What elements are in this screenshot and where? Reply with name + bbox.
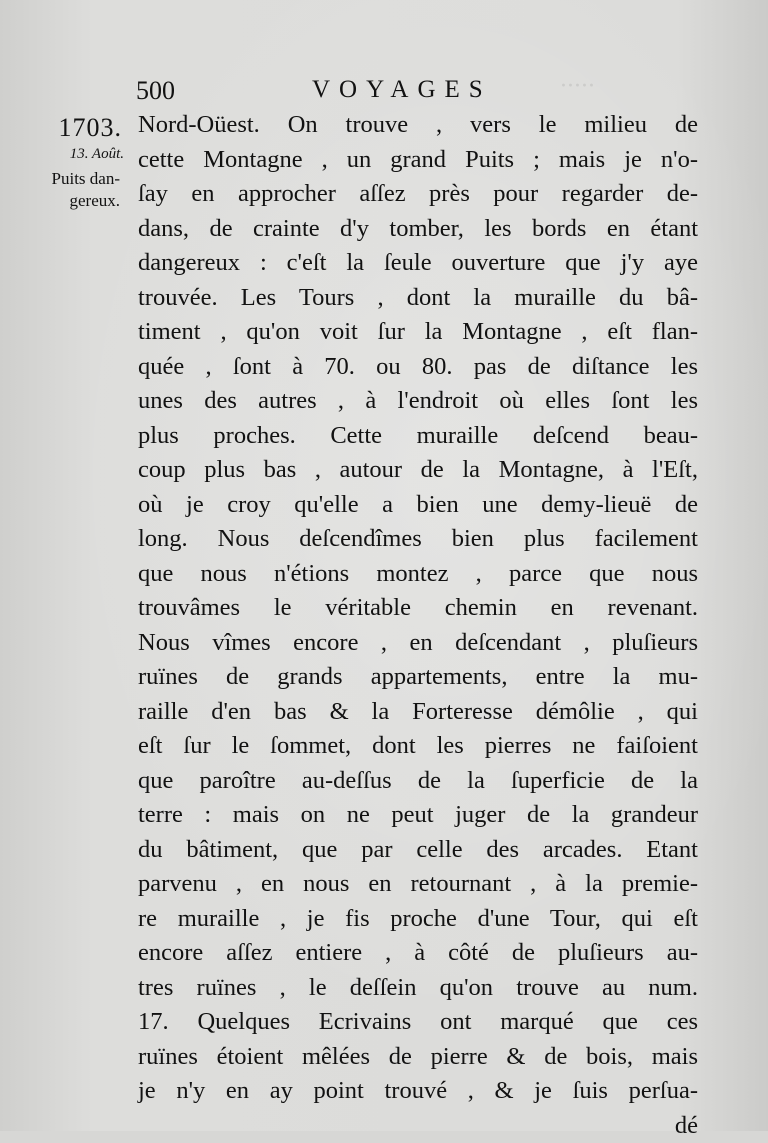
text-line: je n'y en ay point trouvé , & je ſuis perſua- (138, 1074, 698, 1109)
margin-date: 13. Août. (18, 144, 130, 164)
text-line: coup plus bas , autour de la Montagne, à l'Eſt, (138, 453, 698, 488)
text-line: que paroître au-deſſus de la ſuperficie de la (138, 764, 698, 799)
text-line: trouvée. Les Tours , dont la muraille du bâ- (138, 281, 698, 316)
text-line: trouvâmes le véritable chemin en revenant. (138, 591, 698, 626)
margin-note: Puits dan- gereux. (18, 168, 130, 212)
text-line: ruïnes étoient mêlées de pierre & de bois, mais (138, 1040, 698, 1075)
page-number: 500 (136, 76, 175, 106)
margin-year: 1703. (18, 112, 130, 144)
text-line: tres ruïnes , le deſſein qu'on trouve au num. (138, 971, 698, 1006)
text-line: 17. Quelques Ecrivains ont marqué que ces (138, 1005, 698, 1040)
text-line: parvenu , en nous en retournant , à la premie- (138, 867, 698, 902)
show-through-text: ····· (560, 72, 595, 102)
text-line: que nous n'étions montez , parce que nous (138, 557, 698, 592)
text-line: cette Montagne , un grand Puits ; mais je n'o- (138, 143, 698, 178)
text-line: re muraille , je fis proche d'une Tour, qui eſt (138, 902, 698, 937)
text-line: ruïnes de grands appartements, entre la mu- (138, 660, 698, 695)
text-line: unes des autres , à l'endroit où elles ſont les (138, 384, 698, 419)
text-line: Nous vîmes encore , en deſcendant , pluſieurs (138, 626, 698, 661)
text-line: Nord-Oüest. On trouve , vers le milieu de (138, 108, 698, 143)
text-line: ſay en approcher aſſez près pour regarder de- (138, 177, 698, 212)
body-text (138, 108, 698, 1143)
margin-notes (18, 112, 130, 212)
text-line: eſt ſur le ſommet, dont les pierres ne faiſoient (138, 729, 698, 764)
text-line: dans, de crainte d'y tomber, les bords en étant (138, 212, 698, 247)
text-line: raille d'en bas & la Forteresse démôlie , qui (138, 695, 698, 730)
text-line: long. Nous deſcendîmes bien plus facilement (138, 522, 698, 557)
text-line: terre : mais on ne peut juger de la grandeur (138, 798, 698, 833)
text-line: plus proches. Cette muraille deſcend beau- (138, 419, 698, 454)
text-line: quée , ſont à 70. ou 80. pas de diſtance les (138, 350, 698, 385)
page-header (136, 76, 696, 110)
running-title: VOYAGES (312, 76, 492, 104)
text-line: où je croy qu'elle a bien une demy-lieuë de (138, 488, 698, 523)
text-line: dangereux : c'eſt la ſeule ouverture que j'y aye (138, 246, 698, 281)
text-line: encore aſſez entiere , à côté de pluſieurs au- (138, 936, 698, 971)
text-line: du bâtiment, que par celle des arcades. Etant (138, 833, 698, 868)
text-line: timent , qu'on voit ſur la Montagne , eſt flan- (138, 315, 698, 350)
catchword: dé (138, 1109, 698, 1143)
